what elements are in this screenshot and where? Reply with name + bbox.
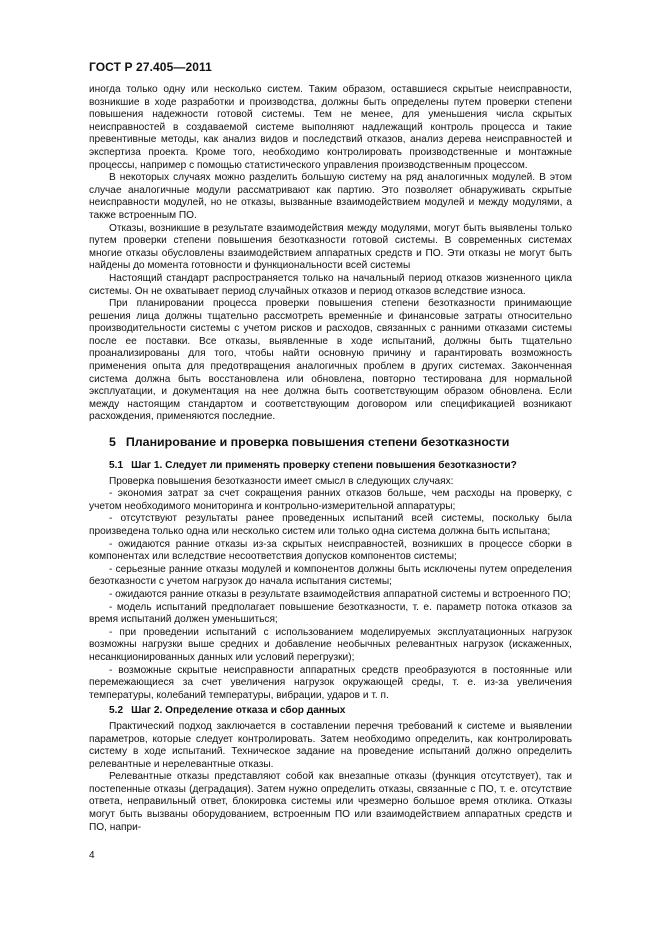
section-5-heading xyxy=(89,435,572,450)
subsection-title: Шаг 1. Следует ли применять проверку степени повышения безотказности? xyxy=(131,460,517,472)
intro-paragraph: Настоящий стандарт распространяется только на начальный период отказов жизненного цикла системы. Он не охватывает период случайных отказов и период отказов вследствие износа. xyxy=(89,272,572,297)
intro-paragraph: Отказы, возникшие в результате взаимодействия между модулями, могут быть выявлены только путем проверки степени повышения безотказности готовой системы. В современных системах многие отказы обусловлены взаимодействием аппаратных средств и ПО. Эти отказы не могут быть найдены до момента готовности и функциональности всей системы xyxy=(89,222,572,272)
body-paragraph: Релевантные отказы представляют собой как внезапные отказы (функция отсутствует), так и постепенные отказы (деградация). Затем нужно определить отказы, связанные с ПО, т. е. отсутствие ответа, неправильный ответ, блокировка системы или чрезмерно большое время отклика. Отказы могут быть вызваны оборудованием, встроенным ПО или взаимодействием аппаратных средств и ПО, напри- xyxy=(89,771,572,833)
intro-paragraph: В некоторых случаях можно разделить большую систему на ряд аналогичных модулей. В этом случае аналогичные модули рассматривают как партию. Это позволяет обнаруживать скрытые неисправности модулей, но не отказы, вызванные взаимодействием модулей и между модулями, а также встроенным ПО. xyxy=(89,172,572,221)
document-header: ГОСТ Р 27.405—2011 xyxy=(89,60,212,74)
subsection-5-2-heading xyxy=(89,705,572,718)
list-paragraph: Проверка повышения безотказности имеет смысл в следующих случаях: xyxy=(109,475,454,487)
list-item: - при проведении испытаний с использованием моделируемых эксплуатационных нагрузок возможны нагрузки выше средних и добавление необычных релевантных нагрузок (искаженных, несанкционированных данных или условий перегрузки); xyxy=(89,626,572,663)
list-item: - экономия затрат за счет сокращения ранних отказов больше, чем расходы на проверку, с учетом необходимого мониторинга и контрольно-измерительной аппаратуры; xyxy=(89,488,572,512)
page-number: 4 xyxy=(89,850,95,861)
list-item: - отсутствуют результаты ранее проведенных испытаний всей системы, поскольку была произведена только одна или несколько систем или только одна система должна быть испытана; xyxy=(89,513,572,537)
list-item: - ожидаются ранние отказы в результате взаимодействия аппаратной системы и встроенного ПО; xyxy=(109,588,571,600)
subsection-number: 5.2 xyxy=(109,705,124,717)
section-title: Планирование и проверка повышения степени безотказности xyxy=(125,435,510,450)
list-item: - ожидаются ранние отказы из-за скрытых неисправностей, возникших в процессе сборки в компонентах или вследствие несоответствия допусков компонентов системы; xyxy=(89,538,572,563)
list-item: - серьезные ранние отказы модулей и компонентов должны быть исключены путем определения безотказности с учетом нагрузок до начала испытания системы; xyxy=(89,563,572,588)
list-item: - модель испытаний предполагает повышение безотказности, т. е. параметр потока отказов за время испытаний должен уменьшиться; xyxy=(89,601,572,626)
intro-paragraph: При планировании процесса проверки повышения степени безотказности принимающие решения лица должны тщательно рассмотреть временны́е и финансовые затраты относительно производительности системы с учетом рисков и расходов, связанных с ранними отказами системы после ее поставки. Все отказы, выявленные в ходе испытаний, должны быть тщательно проанализированы для того, чтобы найти основную причину и гарантировать возможность применения опыта для предотвращения аналогичных проблем в других системах. Законченная система должна быть восстановлена или обновлена, повторно тестирована для нормальной эксплуатации, и документация на нее должна быть соответствующим образом обновлена. Если между настоящим стандартом и соответствующим договором или спецификацией возникают расхождения, применяются последние. xyxy=(89,298,572,423)
subsection-number: 5.1 xyxy=(109,460,124,472)
intro-paragraph: иногда только одну или несколько систем. Таким образом, оставшиеся скрытые неисправности, возникшие в ходе разработки и производства, должны быть определены путем проверки степени повышения надежности готовой системы. Тем не менее, для уменьшения числа скрытых неисправностей в создаваемой системе выполняют надлежащий контроль процесса и такие превентивные методы, как анализ видов и последствий отказов, анализ дерева неисправностей и экспертиза проекта. Кроме того, необходимо контролировать производственные и монтажные процессы, например с помощью статистического управления производственным процессом. xyxy=(89,84,572,171)
body-paragraph: Практический подход заключается в составлении перечня требований к системе и выявлении параметров, которые следует контролировать. Затем необходимо определить, как контролировать систему в ходе испытаний. Техническое задание на проведение испытаний должно определить релевантные и нерелевантные отказы. xyxy=(89,720,572,770)
document-body xyxy=(89,84,572,834)
subsection-title: Шаг 2. Определение отказа и сбор данных xyxy=(131,705,346,717)
section-number: 5 xyxy=(109,435,116,450)
subsection-5-1-heading xyxy=(89,460,572,473)
list-item: - возможные скрытые неисправности аппаратных средств преобразуются в постоянные или перемежающиеся за счет увеличения нагрузок окружающей среды, т. е. из-за увеличения температуры, колебаний температуры, вибрации, ударов и т. п. xyxy=(89,664,572,701)
